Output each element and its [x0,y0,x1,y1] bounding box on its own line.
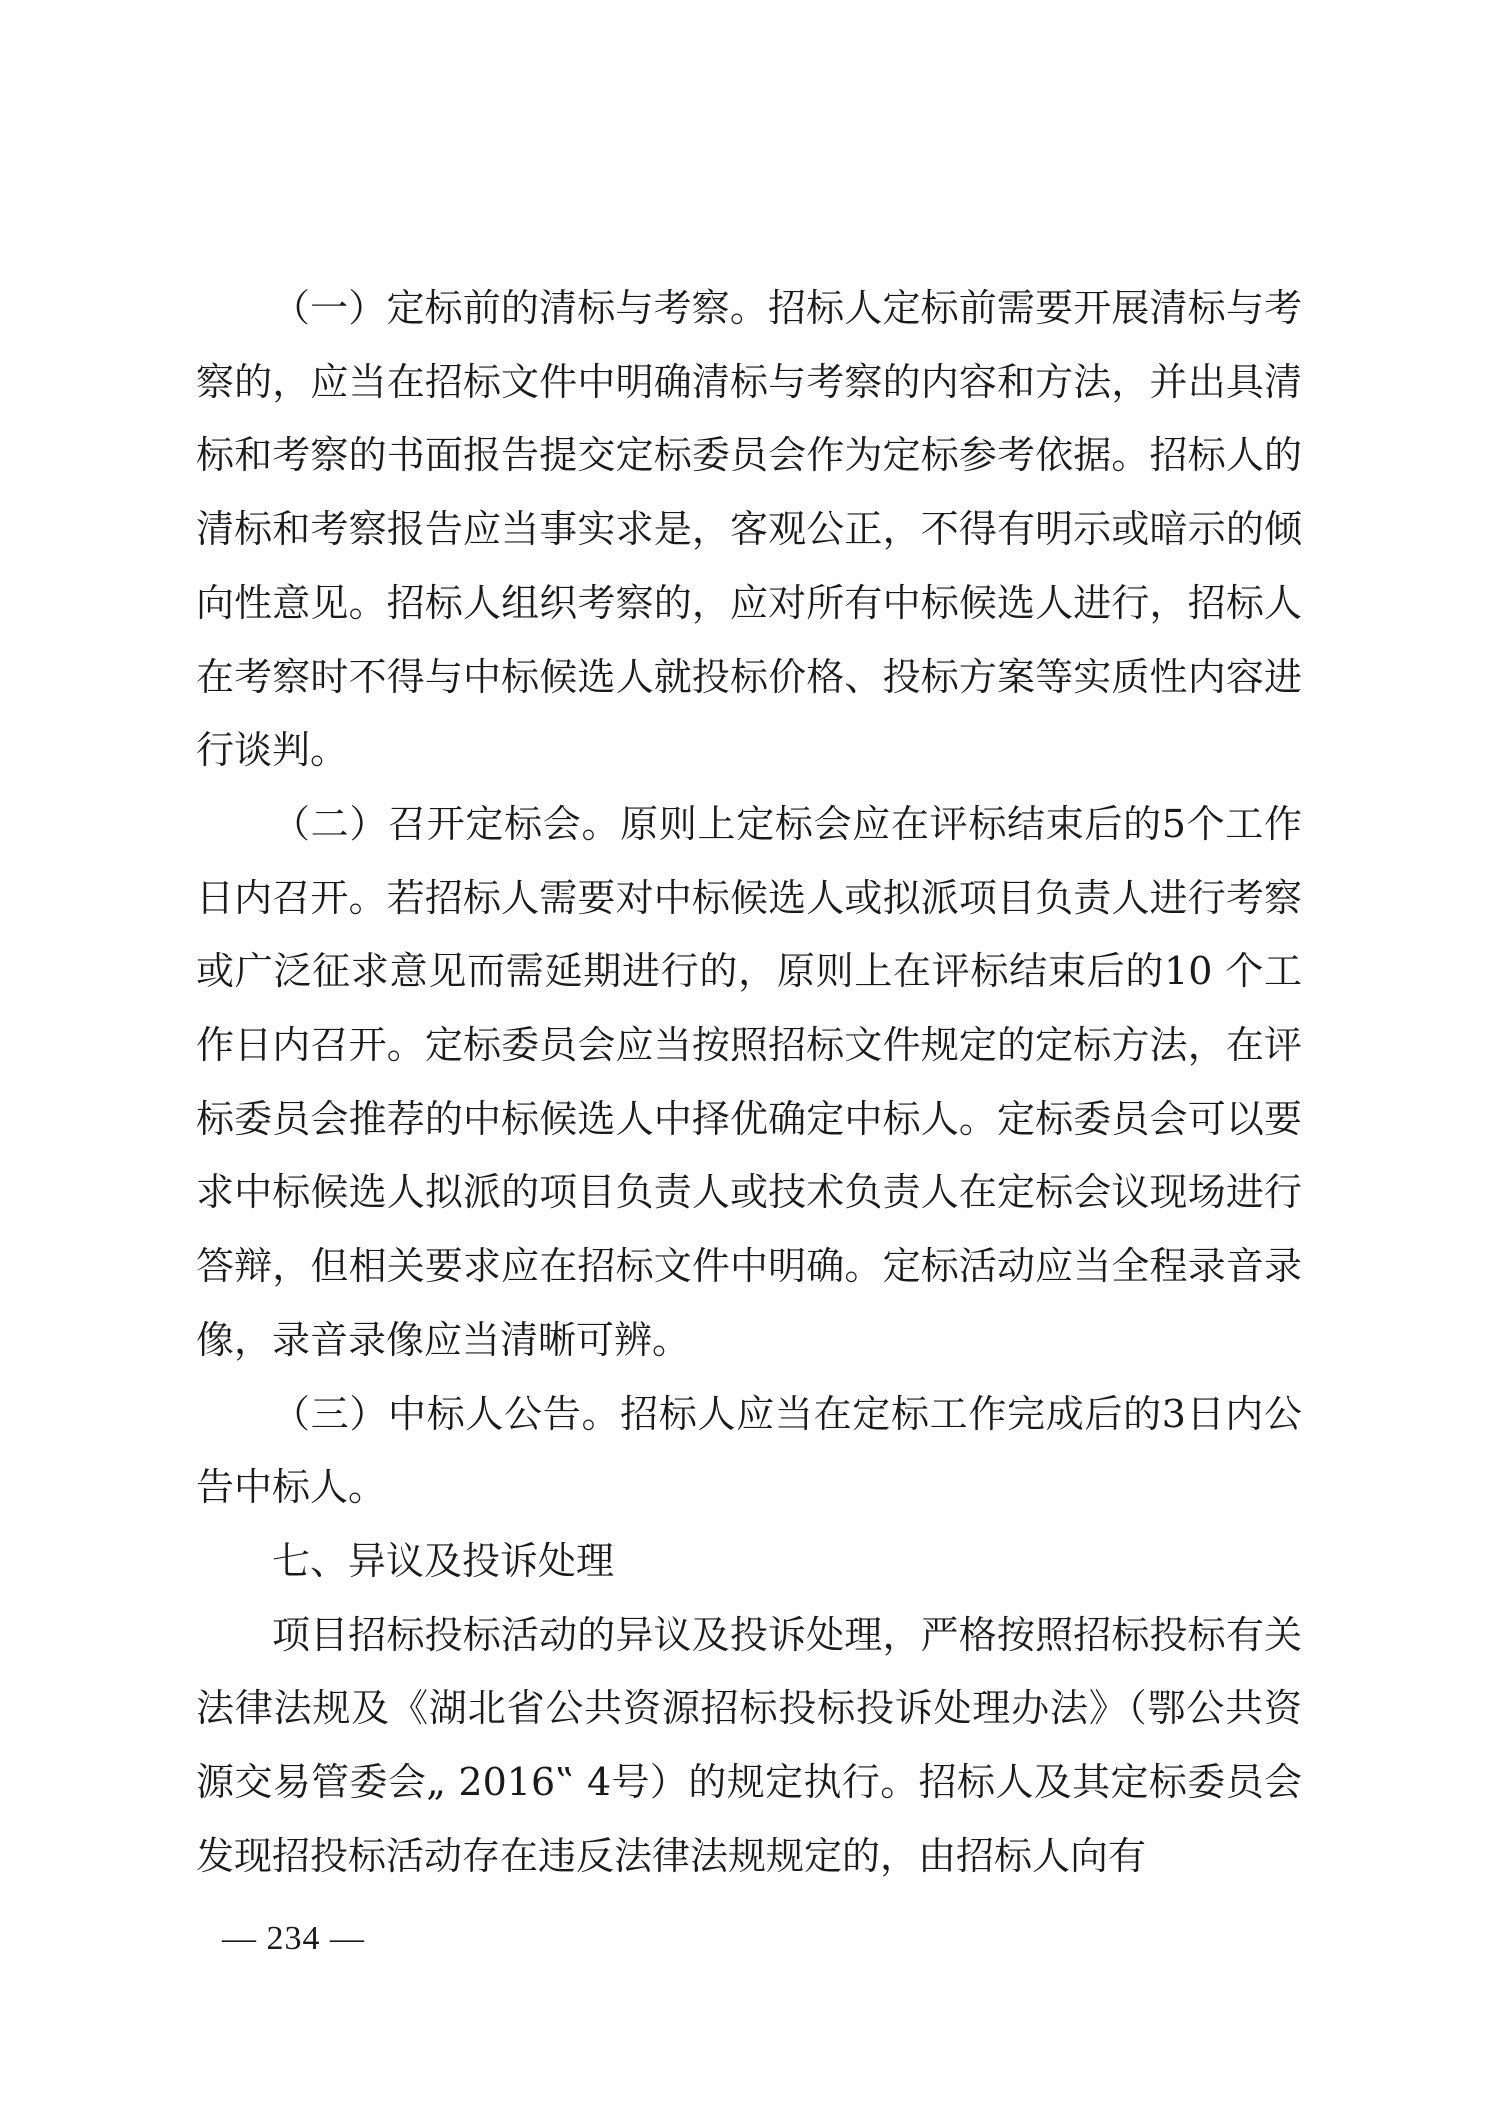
page-number: — 234 — [222,1920,365,1957]
paragraph-award-meeting: （二）召开定标会。原则上定标会应在评标结束后的5个工作日内召开。若招标人需要对中标候选人或拟派项目负责人进行考察或广泛征求意见而需延期进行的，原则上在评标结束后的10 个工作日内召开。定标委员会应当按照招标文件规定的定标方法，在评标委员会推荐的中标候选人中择优确定中标人。定标委员会可以要求中标候选人拟派的项目负责人或技术负责人在定标会议现场进行答辩，但相关要求应在招标文件中明确。定标活动应当全程录音录像，录音录像应当清晰可辨。 [196,801,1302,1362]
paragraph-winner-notice: （三）中标人公告。招标人应当在定标工作完成后的3日内公告中标人。 [196,1391,1302,1510]
paragraph-objection-handling: 项目招标投标活动的异议及投诉处理，严格按照招标投标有关法律法规及《湖北省公共资源招标投标投诉处理办法》（鄂公共资源交易管委会„ 2016‟ 4号）的规定执行。招标人及其定标委员会发现招投标活动存在违反法律法规规定的，由招标人向有 [196,1612,1302,1878]
section-heading-objections: 七、异议及投诉处理 [272,1538,615,1583]
paragraph-bid-clearing: （一）定标前的清标与考察。招标人定标前需要开展清标与考察的，应当在招标文件中明确清标与考察的内容和方法，并出具清标和考察的书面报告提交定标委员会作为定标参考依据。招标人的清标和考察报告应当事实求是，客观公正，不得有明示或暗示的倾向性意见。招标人组织考察的，应对所有中标候选人进行，招标人在考察时不得与中标候选人就投标价格、投标方案等实质性内容进行谈判。 [196,286,1302,773]
document-body [196,272,1302,1893]
